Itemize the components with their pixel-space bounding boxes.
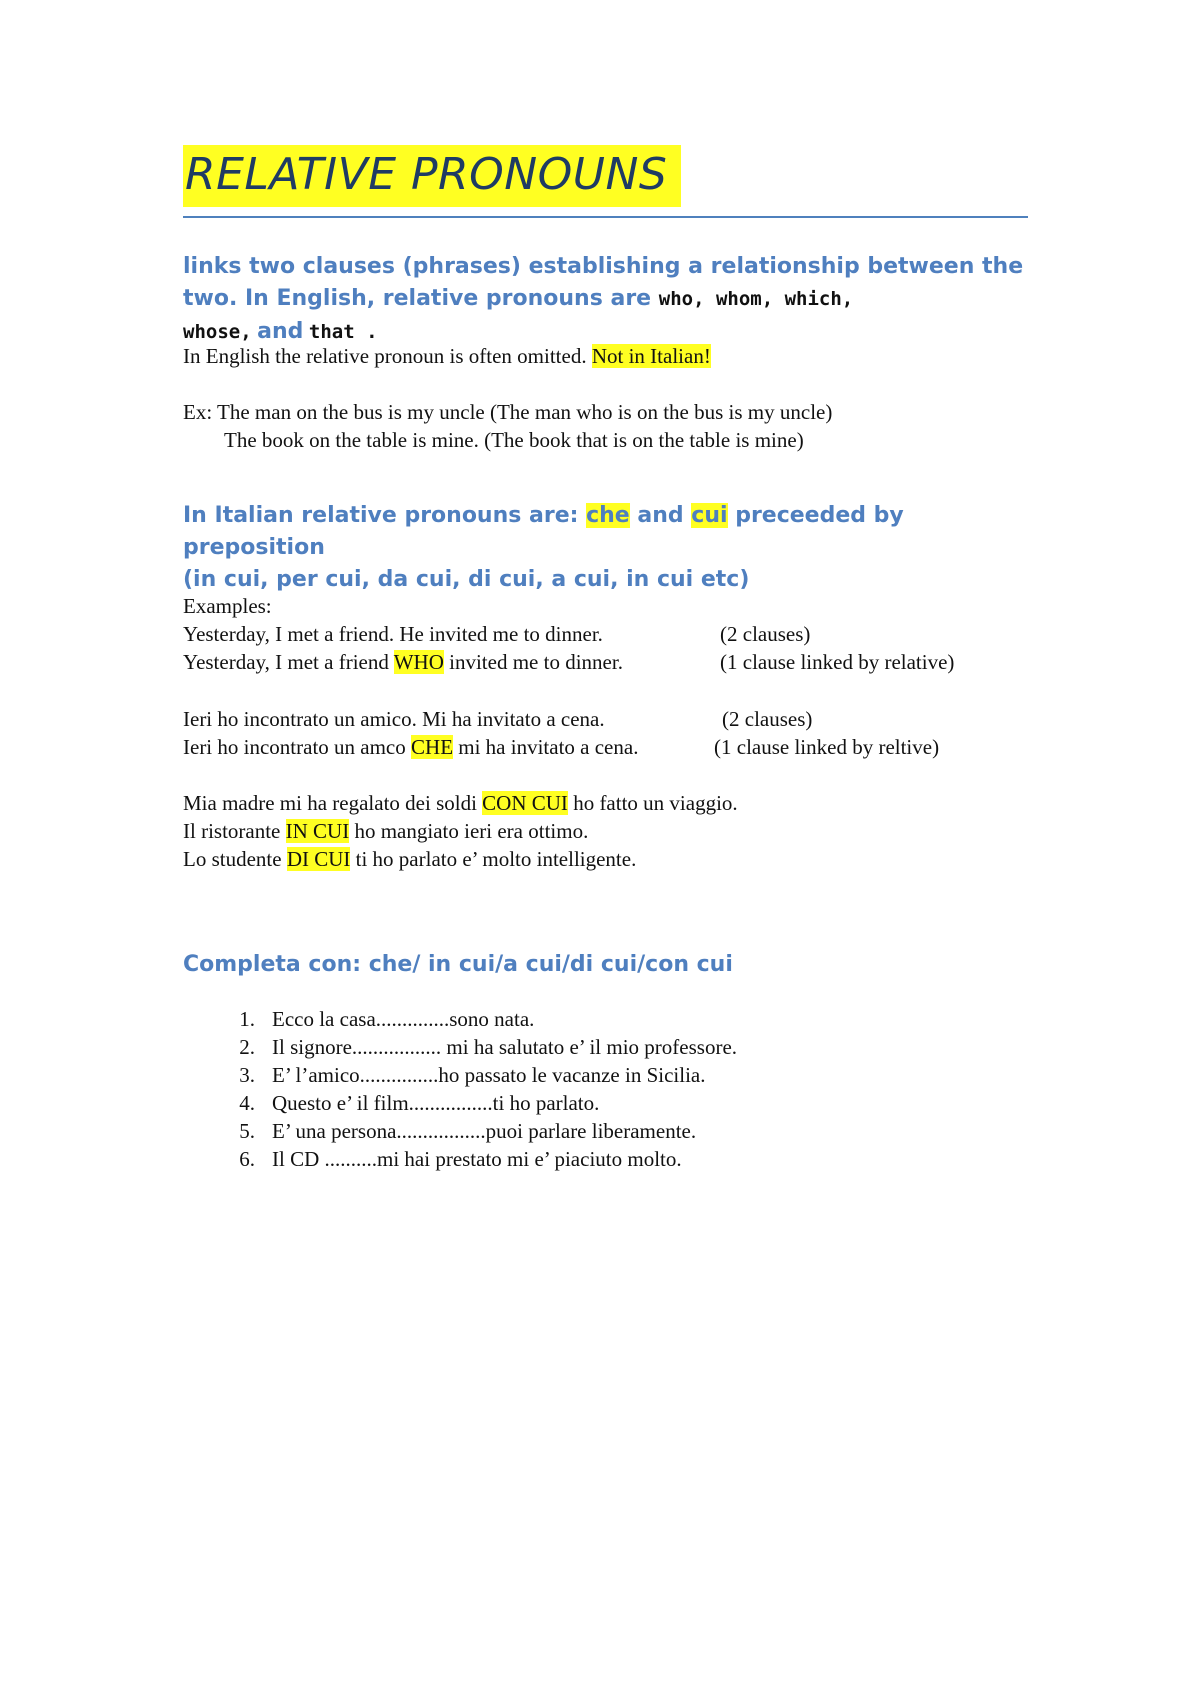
exercise-list [183,1005,737,1173]
sentence-text: Lo studente [183,847,287,871]
heading-part2: preceeded by preposition [183,503,904,560]
heading-part1: In Italian relative pronouns are: [183,503,587,528]
pronoun-list-3: that . [308,321,378,343]
example-row [183,648,623,676]
intro-text: links two clauses (phrases) establishing a relationship between the two. In English, relative pronouns are [183,254,1024,311]
and-word: and [257,319,304,344]
example-text: Ieri ho incontrato un amco [183,735,412,759]
item-number: 4. [239,1091,255,1115]
example-row [183,705,605,733]
pronoun-list-1: who, whom, which, [658,288,854,310]
who-highlight: WHO [393,650,444,674]
example-row [183,733,638,761]
che-highlight: che [586,503,630,528]
intro-paragraph [183,250,1028,348]
item-text: E’ l’amico...............ho passato le vacanze in Sicilia. [272,1063,706,1087]
example-row [183,620,603,648]
heading-line2: (in cui, per cui, da cui, di cui, a cui, in cui etc) [183,567,750,592]
heading-and: and [629,503,692,528]
di-cui-highlight: DI CUI [286,847,351,871]
not-in-italian-highlight: Not in Italian! [591,344,711,368]
italian-pronouns-heading [183,500,1028,596]
item-text: Il CD ..........mi hai prestato mi e’ piaciuto molto. [272,1147,682,1171]
item-text: Questo e’ il film................ti ho parlato. [272,1091,600,1115]
example-text: Yesterday, I met a friend. He invited me to dinner. [183,622,603,646]
item-number: 5. [239,1119,255,1143]
sentence-text: ho fatto un viaggio. [567,791,738,815]
omitted-text: In English the relative pronoun is often omitted. [183,344,592,368]
example-text: Ieri ho incontrato un amico. Mi ha invitato a cena. [183,707,605,731]
item-number: 6. [239,1147,255,1171]
pronoun-list-2: whose, [183,321,252,343]
example-note: (1 clause linked by reltive) [714,735,940,759]
sentence-text: Il ristorante [183,819,286,843]
item-number: 1. [239,1007,255,1031]
omitted-note [183,342,711,370]
con-cui-highlight: CON CUI [482,791,568,815]
title-underline [183,216,1028,218]
item-number: 2. [239,1035,255,1059]
examples-label: Examples: [183,594,272,618]
example-text: mi ha invitato a cena. [453,735,639,759]
example-note: (1 clause linked by relative) [720,650,955,674]
sentence-row [183,845,636,873]
exercise-item [183,1089,737,1117]
exercise-item [183,1005,737,1033]
item-text: Ecco la casa..............sono nata. [272,1007,535,1031]
cui-highlight: cui [691,503,728,528]
che-caps-highlight: CHE [411,735,454,759]
sentence-row [183,789,738,817]
ex-line-1: Ex: The man on the bus is my uncle (The man who is on the bus is my uncle) [183,400,833,424]
example-text: invited me to dinner. [443,650,623,674]
page-title: RELATIVE PRONOUNS [183,145,681,207]
exercise-item [183,1061,737,1089]
in-cui-highlight: IN CUI [285,819,350,843]
sentence-text: ti ho parlato e’ molto intelligente. [350,847,637,871]
item-text: E’ una persona.................puoi parlare liberamente. [272,1119,697,1143]
example-text: Yesterday, I met a friend [183,650,394,674]
title-block [183,145,681,207]
item-text: Il signore................. mi ha salutato e’ il mio professore. [272,1035,738,1059]
sentence-text: Mia madre mi ha regalato dei soldi [183,791,483,815]
sentence-row [183,817,588,845]
example-note: (2 clauses) [722,707,813,731]
example-note: (2 clauses) [720,622,811,646]
item-number: 3. [239,1063,255,1087]
exercise-item [183,1145,737,1173]
ex-line-2: The book on the table is mine. (The book that is on the table is mine) [224,428,804,452]
exercise-item [183,1033,737,1061]
exercise-title: Completa con: che/ in cui/a cui/di cui/con cui [183,952,733,977]
sentence-text: ho mangiato ieri era ottimo. [349,819,589,843]
exercise-item [183,1117,737,1145]
